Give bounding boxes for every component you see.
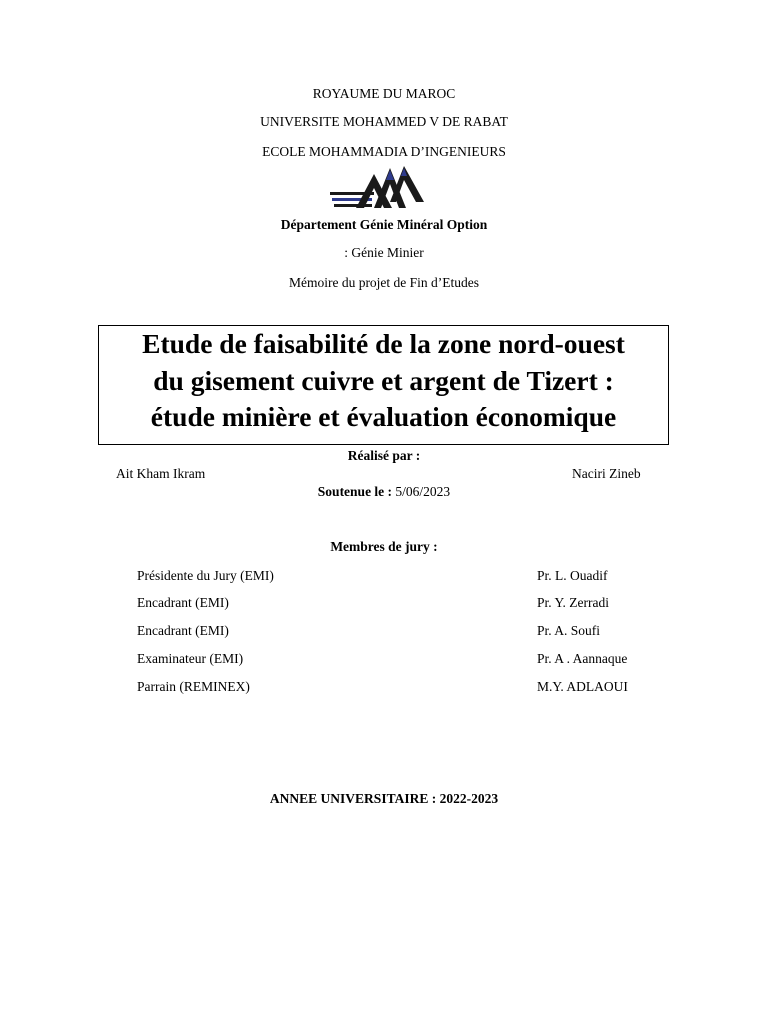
jury-row	[0, 623, 768, 641]
title-line-3: étude minière et évaluation économique	[150, 401, 617, 432]
school-line: ECOLE MOHAMMADIA D’INGENIEURS	[262, 144, 506, 159]
jury-name: M.Y. ADLAOUI	[537, 679, 628, 694]
title-line-1: Etude de faisabilité de la zone nord-ouest	[142, 328, 625, 359]
jury-name: Pr. A . Aannaque	[537, 651, 628, 666]
jury-name: Pr. A. Soufi	[537, 623, 601, 638]
jury-row	[0, 679, 768, 697]
defense-label: Soutenue le :	[317, 484, 393, 499]
title-box	[98, 325, 669, 445]
memoire-line: Mémoire du projet de Fin d’Etudes	[288, 275, 480, 290]
jury-role: Encadrant (EMI)	[137, 595, 229, 610]
jury-label: Membres de jury :	[330, 539, 438, 554]
jury-name: Pr. L. Ouadif	[537, 568, 608, 583]
jury-row	[0, 595, 768, 613]
emi-logo	[328, 160, 428, 212]
defense-line	[0, 484, 768, 500]
jury-name: Pr. Y. Zerradi	[537, 595, 609, 610]
department-line: Département Génie Minéral Option	[280, 217, 488, 232]
title-line-2: du gisement cuivre et argent de Tizert :	[153, 365, 614, 396]
jury-role: Présidente du Jury (EMI)	[137, 568, 274, 583]
country-line: ROYAUME DU MAROC	[312, 86, 456, 101]
jury-role: Examinateur (EMI)	[137, 651, 244, 666]
author-1: Ait Kham Ikram	[116, 466, 206, 481]
option-line: : Génie Minier	[344, 245, 424, 260]
author-2: Naciri Zineb	[572, 466, 641, 481]
academic-year: ANNEE UNIVERSITAIRE : 2022-2023	[269, 791, 499, 806]
authors-label: Réalisé par :	[347, 448, 421, 463]
jury-role: Encadrant (EMI)	[137, 623, 229, 638]
jury-role: Parrain (REMINEX)	[137, 679, 250, 694]
jury-row	[0, 568, 768, 586]
university-line: UNIVERSITE MOHAMMED V DE RABAT	[260, 114, 508, 129]
jury-row	[0, 651, 768, 669]
defense-date: 5/06/2023	[392, 484, 451, 499]
